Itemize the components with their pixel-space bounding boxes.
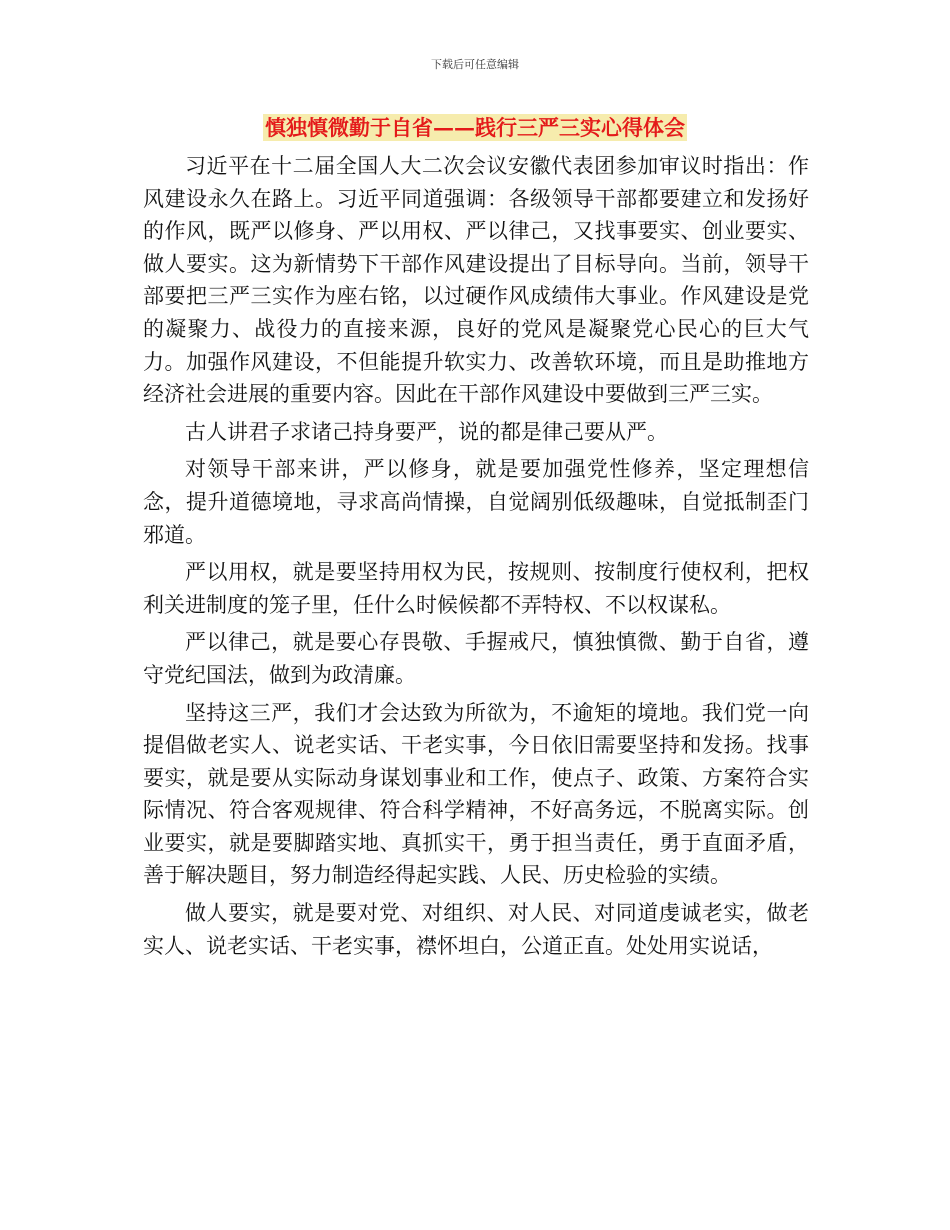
paragraph-1: 习近平在十二届全国人大二次会议安徽代表团参加审议时指出：作风建设永久在路上。习近平同道强调：各级领导干部都要建立和发扬好的作风，既严以修身、严以用权、严以律己，又找事要实、创业要实、做人要实。这为新情势下干部作风建设提出了目标导向。当前，领导干部要把三严三实作为座右铭，以过硬作风成绩伟大事业。作风建设是党的凝聚力、战役力的直接来源，良好的党风是凝聚党心民心的巨大气力。加强作风建设，不但能提升软实力、改善软环境，而且是助推地方经济社会进展的重要内容。因此在干部作风建设中要做到三严三实。 [143, 154, 809, 407]
page-header-note: 下载后可任意编辑 [431, 58, 519, 71]
document-body [143, 150, 809, 967]
document-title-text: 慎独慎微勤于自省——践行三严三实心得体会 [265, 115, 685, 140]
paragraph-4: 严以用权，就是要坚持用权为民，按规则、按制度行使权利，把权利关进制度的笼子里，任什么时候候都不弄特权、不以权谋私。 [143, 560, 809, 617]
paragraph-3: 对领导干部来讲，严以修身，就是要加强党性修养，坚定理想信念，提升道德境地，寻求高尚情操，自觉阔别低级趣味，自觉抵制歪门邪道。 [143, 457, 809, 547]
paragraph-7: 做人要实，就是要对党、对组织、对人民、对同道虔诚老实，做老实人、说老实话、干老实事，襟怀坦白，公道正直。处处用实说话， [143, 901, 809, 958]
document-title [0, 112, 950, 142]
paragraph-5: 严以律己，就是要心存畏敬、手握戒尺，慎独慎微、勤于自省，遵守党纪国法，做到为政清廉。 [143, 630, 809, 687]
paragraph-2: 古人讲君子求诸己持身要严，说的都是律己要从严。 [185, 419, 668, 444]
paragraph-6: 坚持这三严，我们才会达致为所欲为，不逾矩的境地。我们党一向提倡做老实人、说老实话、干老实事，今日依旧需要坚持和发扬。找事要实，就是要从实际动身谋划事业和工作，使点子、政策、方案符合实际情况、符合客观规律、符合科学精神，不好高务远，不脱离实际。创业要实，就是要脚踏实地、真抓实干，勇于担当责任，勇于直面矛盾，善于解决题目，努力制造经得起实践、人民、历史检验的实绩。 [143, 700, 809, 888]
